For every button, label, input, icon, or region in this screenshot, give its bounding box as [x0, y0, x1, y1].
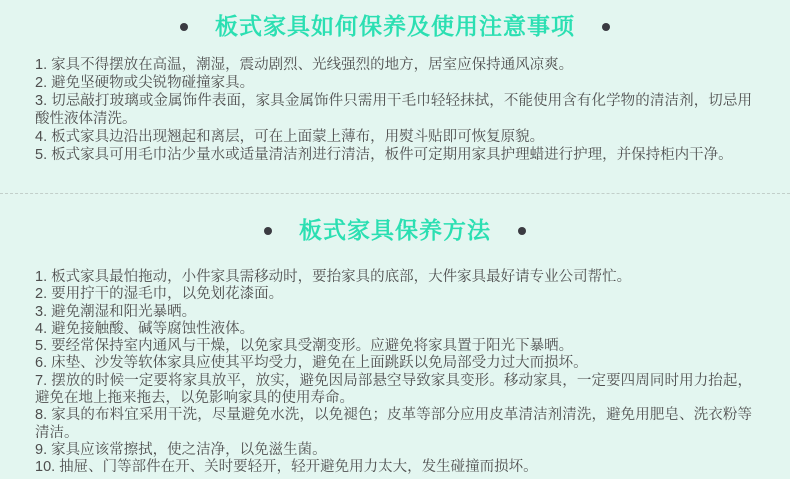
list-item: 1. 板式家具最怕拖动，小件家具需移动时，要抬家具的底部，大件家具最好请专业公司帮忙。: [35, 269, 632, 285]
bullet-dot-icon: [264, 227, 272, 235]
section-care-methods: [0, 194, 790, 477]
list-item: 5. 板式家具可用毛巾沾少量水或适量清洁剂进行清洁，板件可定期用家具护理蜡进行护理，并保持柜内干净。: [35, 147, 733, 163]
list-item: 2. 要用拧干的湿毛巾，以免划花漆面。: [35, 286, 284, 303]
bullet-dot-icon: [518, 227, 526, 235]
list-item: 3. 避免潮湿和阳光暴晒。: [35, 303, 197, 320]
bullet-dot-icon: [180, 23, 188, 31]
list-item: 1. 家具不得摆放在高温，潮湿，震动剧烈、光线强烈的地方，居室应保持通风凉爽。: [35, 57, 574, 73]
list-item: 7. 摆放的时候一定要将家具放平，放实，避免因局部悬空导致家具变形。移动家具，一定要四周同时用力抬起，避免在地上拖来拖去，以免影响家具的使用寿命。: [35, 372, 752, 407]
list-item: 9. 家具应该常擦拭，使之洁净，以免滋生菌。: [35, 441, 327, 458]
list-item: 4. 避免接触酸、碱等腐蚀性液体。: [35, 320, 255, 337]
section-title: 板式家具保养方法: [299, 217, 491, 243]
list-item: 2. 避免坚硬物或尖锐物碰撞家具。: [35, 75, 255, 91]
list-item: 5. 要经常保持室内通风与干燥，以免家具受潮变形。应避免将家具置于阳光下暴晒。: [35, 338, 574, 355]
list-item: 4. 板式家具边沿出现翘起和离层，可在上面蒙上薄布，用熨斗贴即可恢复原貌。: [35, 129, 545, 145]
list-item: 8. 家具的布料宜采用干洗，尽量避免水洗，以免褪色；皮革等部分应用皮革清洁剂清洗，避免用肥皂、洗衣粉等清洁。: [35, 407, 752, 441]
section-title-row: [0, 0, 790, 40]
list-item: 3. 切忌敲打玻璃或金属饰件表面，家具金属饰件只需用干毛巾轻轻抹拭，不能使用含有化学物的清洁剂，切忌用酸性液体清洗。: [35, 93, 752, 127]
section-title: 板式家具如何保养及使用注意事项: [215, 13, 575, 39]
list-item: 6. 床垫、沙发等软体家具应使其平均受力，避免在上面跳跃以免局部受力过大而损坏。: [35, 355, 588, 372]
section-title-row: [0, 194, 790, 244]
list-item: 10. 抽屉、门等部件在开、关时要轻开，轻开避免用力太大，发生碰撞而损坏。: [35, 459, 538, 476]
care-methods-list: [0, 269, 790, 477]
section-usage-notes: [0, 0, 790, 164]
usage-notes-list: [0, 56, 790, 164]
bullet-dot-icon: [602, 23, 610, 31]
